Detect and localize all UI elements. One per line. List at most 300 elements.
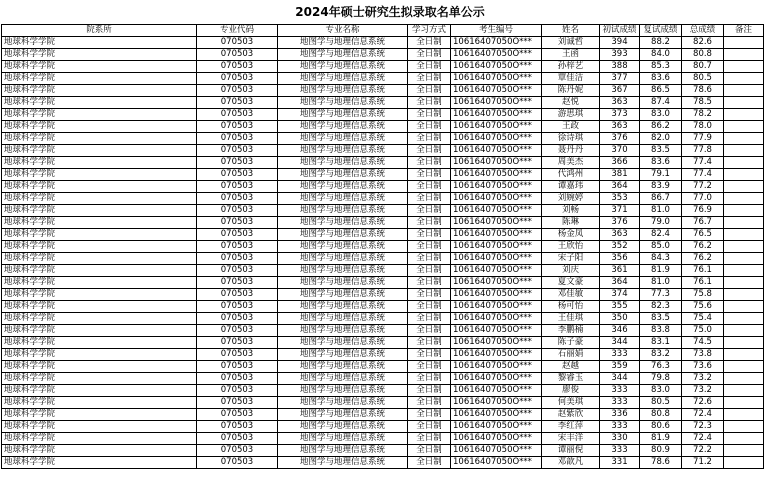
department-cell: 地球科学学院 [2, 337, 197, 349]
department-cell: 地球科学学院 [2, 349, 197, 361]
candidate-id-cell: 10616407050O*** [451, 241, 542, 253]
remarks-cell [724, 133, 764, 145]
major-code-cell: 070503 [197, 109, 278, 121]
remarks-cell [724, 361, 764, 373]
major-code-cell: 070503 [197, 289, 278, 301]
retest-score-cell: 85.0 [640, 241, 682, 253]
remarks-cell [724, 229, 764, 241]
table-row [2, 61, 764, 73]
major-code-cell: 070503 [197, 133, 278, 145]
table-row [2, 421, 764, 433]
candidate-id-cell: 10616407050O*** [451, 229, 542, 241]
retest-score-cell: 83.5 [640, 313, 682, 325]
major-name-cell: 地图学与地理信息系统 [278, 181, 408, 193]
major-code-cell: 070503 [197, 217, 278, 229]
department-cell: 地球科学学院 [2, 181, 197, 193]
study-mode-cell: 全日制 [408, 121, 451, 133]
study-mode-cell: 全日制 [408, 277, 451, 289]
major-code-cell: 070503 [197, 277, 278, 289]
remarks-cell [724, 433, 764, 445]
major-name-cell: 地图学与地理信息系统 [278, 157, 408, 169]
name-cell: 杨金凤 [542, 229, 600, 241]
department-cell: 地球科学学院 [2, 313, 197, 325]
retest-score-cell: 86.2 [640, 121, 682, 133]
initial-score-cell: 393 [600, 49, 640, 61]
candidate-id-cell: 10616407050O*** [451, 205, 542, 217]
study-mode-cell: 全日制 [408, 97, 451, 109]
table-row [2, 37, 764, 49]
department-cell: 地球科学学院 [2, 385, 197, 397]
name-cell: 何美琪 [542, 397, 600, 409]
remarks-cell [724, 205, 764, 217]
study-mode-cell: 全日制 [408, 181, 451, 193]
name-cell: 黎睿玉 [542, 373, 600, 385]
initial-score-cell: 350 [600, 313, 640, 325]
retest-score-cell: 84.0 [640, 49, 682, 61]
name-cell: 游思琪 [542, 109, 600, 121]
remarks-cell [724, 337, 764, 349]
initial-score-cell: 366 [600, 157, 640, 169]
total-score-cell: 73.6 [682, 361, 724, 373]
candidate-id-cell: 10616407050O*** [451, 121, 542, 133]
initial-score-cell: 353 [600, 193, 640, 205]
department-cell: 地球科学学院 [2, 373, 197, 385]
retest-score-cell: 83.6 [640, 73, 682, 85]
major-code-cell: 070503 [197, 145, 278, 157]
table-row [2, 193, 764, 205]
major-code-cell: 070503 [197, 85, 278, 97]
department-cell: 地球科学学院 [2, 217, 197, 229]
table-row [2, 289, 764, 301]
major-name-cell: 地图学与地理信息系统 [278, 397, 408, 409]
retest-score-cell: 80.6 [640, 421, 682, 433]
study-mode-cell: 全日制 [408, 421, 451, 433]
remarks-cell [724, 289, 764, 301]
initial-score-cell: 336 [600, 409, 640, 421]
retest-score-cell: 82.4 [640, 229, 682, 241]
remarks-cell [724, 421, 764, 433]
candidate-id-cell: 10616407050O*** [451, 85, 542, 97]
study-mode-cell: 全日制 [408, 289, 451, 301]
major-code-cell: 070503 [197, 169, 278, 181]
total-score-cell: 71.2 [682, 457, 724, 469]
col-header-major-name: 专业名称 [278, 25, 408, 37]
name-cell: 赵悦 [542, 97, 600, 109]
total-score-cell: 76.2 [682, 241, 724, 253]
admission-table [1, 24, 764, 469]
total-score-cell: 76.9 [682, 205, 724, 217]
name-cell: 刘庆 [542, 265, 600, 277]
table-row [2, 169, 764, 181]
remarks-cell [724, 157, 764, 169]
name-cell: 聂丹丹 [542, 145, 600, 157]
table-row [2, 97, 764, 109]
candidate-id-cell: 10616407050O*** [451, 277, 542, 289]
major-name-cell: 地图学与地理信息系统 [278, 373, 408, 385]
major-name-cell: 地图学与地理信息系统 [278, 301, 408, 313]
remarks-cell [724, 169, 764, 181]
study-mode-cell: 全日制 [408, 301, 451, 313]
name-cell: 廖俊 [542, 385, 600, 397]
name-cell: 宋子阳 [542, 253, 600, 265]
retest-score-cell: 82.0 [640, 133, 682, 145]
retest-score-cell: 80.9 [640, 445, 682, 457]
name-cell: 李鹏楠 [542, 325, 600, 337]
col-header-department: 院系所 [2, 25, 197, 37]
initial-score-cell: 346 [600, 325, 640, 337]
department-cell: 地球科学学院 [2, 265, 197, 277]
study-mode-cell: 全日制 [408, 253, 451, 265]
table-row [2, 229, 764, 241]
col-header-remarks: 备注 [724, 25, 764, 37]
total-score-cell: 80.5 [682, 73, 724, 85]
candidate-id-cell: 10616407050O*** [451, 157, 542, 169]
study-mode-cell: 全日制 [408, 133, 451, 145]
study-mode-cell: 全日制 [408, 361, 451, 373]
total-score-cell: 72.4 [682, 433, 724, 445]
table-row [2, 217, 764, 229]
total-score-cell: 78.6 [682, 85, 724, 97]
retest-score-cell: 80.8 [640, 409, 682, 421]
study-mode-cell: 全日制 [408, 37, 451, 49]
major-name-cell: 地图学与地理信息系统 [278, 133, 408, 145]
department-cell: 地球科学学院 [2, 361, 197, 373]
total-score-cell: 77.4 [682, 157, 724, 169]
initial-score-cell: 355 [600, 301, 640, 313]
retest-score-cell: 78.6 [640, 457, 682, 469]
total-score-cell: 78.0 [682, 121, 724, 133]
department-cell: 地球科学学院 [2, 37, 197, 49]
candidate-id-cell: 10616407050O*** [451, 169, 542, 181]
table-row [2, 241, 764, 253]
col-header-initial-score: 初试成绩 [600, 25, 640, 37]
major-code-cell: 070503 [197, 385, 278, 397]
major-name-cell: 地图学与地理信息系统 [278, 73, 408, 85]
name-cell: 宋丰洋 [542, 433, 600, 445]
retest-score-cell: 87.4 [640, 97, 682, 109]
major-code-cell: 070503 [197, 421, 278, 433]
major-code-cell: 070503 [197, 181, 278, 193]
major-code-cell: 070503 [197, 265, 278, 277]
major-name-cell: 地图学与地理信息系统 [278, 385, 408, 397]
page-title: 2024年硕士研究生拟录取名单公示 [295, 5, 485, 19]
initial-score-cell: 364 [600, 181, 640, 193]
table-row [2, 265, 764, 277]
initial-score-cell: 388 [600, 61, 640, 73]
total-score-cell: 75.6 [682, 301, 724, 313]
name-cell: 王函 [542, 49, 600, 61]
initial-score-cell: 333 [600, 349, 640, 361]
major-code-cell: 070503 [197, 193, 278, 205]
remarks-cell [724, 373, 764, 385]
total-score-cell: 78.2 [682, 109, 724, 121]
name-cell: 邓佳敏 [542, 289, 600, 301]
major-name-cell: 地图学与地理信息系统 [278, 49, 408, 61]
remarks-cell [724, 121, 764, 133]
retest-score-cell: 85.3 [640, 61, 682, 73]
candidate-id-cell: 10616407050O*** [451, 421, 542, 433]
retest-score-cell: 79.1 [640, 169, 682, 181]
candidate-id-cell: 10616407050O*** [451, 181, 542, 193]
table-row [2, 85, 764, 97]
department-cell: 地球科学学院 [2, 253, 197, 265]
initial-score-cell: 364 [600, 277, 640, 289]
table-row [2, 73, 764, 85]
study-mode-cell: 全日制 [408, 217, 451, 229]
candidate-id-cell: 10616407050O*** [451, 217, 542, 229]
col-header-major-code: 专业代码 [197, 25, 278, 37]
name-cell: 陈琳 [542, 217, 600, 229]
major-code-cell: 070503 [197, 313, 278, 325]
total-score-cell: 73.2 [682, 373, 724, 385]
remarks-cell [724, 409, 764, 421]
total-score-cell: 76.1 [682, 265, 724, 277]
retest-score-cell: 86.7 [640, 193, 682, 205]
name-cell: 赵紫欣 [542, 409, 600, 421]
candidate-id-cell: 10616407050O*** [451, 409, 542, 421]
retest-score-cell: 83.5 [640, 145, 682, 157]
candidate-id-cell: 10616407050O*** [451, 385, 542, 397]
total-score-cell: 77.8 [682, 145, 724, 157]
candidate-id-cell: 10616407050O*** [451, 301, 542, 313]
remarks-cell [724, 265, 764, 277]
major-name-cell: 地图学与地理信息系统 [278, 121, 408, 133]
initial-score-cell: 373 [600, 109, 640, 121]
major-name-cell: 地图学与地理信息系统 [278, 193, 408, 205]
major-name-cell: 地图学与地理信息系统 [278, 433, 408, 445]
candidate-id-cell: 10616407050O*** [451, 433, 542, 445]
study-mode-cell: 全日制 [408, 229, 451, 241]
study-mode-cell: 全日制 [408, 157, 451, 169]
candidate-id-cell: 10616407050O*** [451, 325, 542, 337]
department-cell: 地球科学学院 [2, 169, 197, 181]
retest-score-cell: 83.6 [640, 157, 682, 169]
remarks-cell [724, 253, 764, 265]
remarks-cell [724, 241, 764, 253]
initial-score-cell: 381 [600, 169, 640, 181]
remarks-cell [724, 313, 764, 325]
total-score-cell: 77.9 [682, 133, 724, 145]
total-score-cell: 75.0 [682, 325, 724, 337]
remarks-cell [724, 37, 764, 49]
study-mode-cell: 全日制 [408, 49, 451, 61]
initial-score-cell: 331 [600, 457, 640, 469]
study-mode-cell: 全日制 [408, 337, 451, 349]
candidate-id-cell: 10616407050O*** [451, 289, 542, 301]
initial-score-cell: 377 [600, 73, 640, 85]
total-score-cell: 78.5 [682, 97, 724, 109]
major-code-cell: 070503 [197, 373, 278, 385]
retest-score-cell: 77.3 [640, 289, 682, 301]
remarks-cell [724, 109, 764, 121]
total-score-cell: 77.4 [682, 169, 724, 181]
major-code-cell: 070503 [197, 61, 278, 73]
study-mode-cell: 全日制 [408, 445, 451, 457]
table-row [2, 301, 764, 313]
study-mode-cell: 全日制 [408, 145, 451, 157]
name-cell: 覃佳洁 [542, 73, 600, 85]
study-mode-cell: 全日制 [408, 397, 451, 409]
candidate-id-cell: 10616407050O*** [451, 145, 542, 157]
department-cell: 地球科学学院 [2, 421, 197, 433]
col-header-total-score: 总成绩 [682, 25, 724, 37]
name-cell: 邓歆凡 [542, 457, 600, 469]
department-cell: 地球科学学院 [2, 145, 197, 157]
total-score-cell: 73.2 [682, 385, 724, 397]
table-row [2, 109, 764, 121]
name-cell: 李红萍 [542, 421, 600, 433]
remarks-cell [724, 85, 764, 97]
table-row [2, 145, 764, 157]
remarks-cell [724, 301, 764, 313]
total-score-cell: 72.6 [682, 397, 724, 409]
major-name-cell: 地图学与地理信息系统 [278, 409, 408, 421]
major-name-cell: 地图学与地理信息系统 [278, 37, 408, 49]
candidate-id-cell: 10616407050O*** [451, 253, 542, 265]
initial-score-cell: 363 [600, 229, 640, 241]
remarks-cell [724, 445, 764, 457]
name-cell: 王欣怡 [542, 241, 600, 253]
header-row [2, 25, 764, 37]
retest-score-cell: 81.0 [640, 205, 682, 217]
candidate-id-cell: 10616407050O*** [451, 97, 542, 109]
department-cell: 地球科学学院 [2, 73, 197, 85]
major-name-cell: 地图学与地理信息系统 [278, 205, 408, 217]
study-mode-cell: 全日制 [408, 409, 451, 421]
major-code-cell: 070503 [197, 397, 278, 409]
name-cell: 王政 [542, 121, 600, 133]
remarks-cell [724, 145, 764, 157]
study-mode-cell: 全日制 [408, 325, 451, 337]
table-row [2, 361, 764, 373]
major-name-cell: 地图学与地理信息系统 [278, 217, 408, 229]
col-header-study-mode: 学习方式 [408, 25, 451, 37]
major-code-cell: 070503 [197, 301, 278, 313]
initial-score-cell: 374 [600, 289, 640, 301]
initial-score-cell: 370 [600, 145, 640, 157]
major-code-cell: 070503 [197, 97, 278, 109]
candidate-id-cell: 10616407050O*** [451, 265, 542, 277]
department-cell: 地球科学学院 [2, 289, 197, 301]
major-name-cell: 地图学与地理信息系统 [278, 349, 408, 361]
department-cell: 地球科学学院 [2, 121, 197, 133]
retest-score-cell: 83.0 [640, 109, 682, 121]
department-cell: 地球科学学院 [2, 301, 197, 313]
major-name-cell: 地图学与地理信息系统 [278, 61, 408, 73]
department-cell: 地球科学学院 [2, 97, 197, 109]
retest-score-cell: 80.5 [640, 397, 682, 409]
major-code-cell: 070503 [197, 241, 278, 253]
candidate-id-cell: 10616407050O*** [451, 397, 542, 409]
table-row [2, 253, 764, 265]
major-name-cell: 地图学与地理信息系统 [278, 253, 408, 265]
total-score-cell: 80.7 [682, 61, 724, 73]
initial-score-cell: 394 [600, 37, 640, 49]
initial-score-cell: 356 [600, 253, 640, 265]
department-cell: 地球科学学院 [2, 277, 197, 289]
initial-score-cell: 333 [600, 385, 640, 397]
remarks-cell [724, 325, 764, 337]
major-name-cell: 地图学与地理信息系统 [278, 313, 408, 325]
department-cell: 地球科学学院 [2, 457, 197, 469]
study-mode-cell: 全日制 [408, 265, 451, 277]
study-mode-cell: 全日制 [408, 169, 451, 181]
major-name-cell: 地图学与地理信息系统 [278, 85, 408, 97]
initial-score-cell: 333 [600, 421, 640, 433]
major-code-cell: 070503 [197, 433, 278, 445]
initial-score-cell: 330 [600, 433, 640, 445]
major-code-cell: 070503 [197, 37, 278, 49]
study-mode-cell: 全日制 [408, 385, 451, 397]
name-cell: 谭嘉玮 [542, 181, 600, 193]
major-code-cell: 070503 [197, 349, 278, 361]
remarks-cell [724, 61, 764, 73]
major-code-cell: 070503 [197, 253, 278, 265]
initial-score-cell: 333 [600, 397, 640, 409]
name-cell: 周美杰 [542, 157, 600, 169]
table-row [2, 457, 764, 469]
department-cell: 地球科学学院 [2, 433, 197, 445]
total-score-cell: 75.8 [682, 289, 724, 301]
department-cell: 地球科学学院 [2, 397, 197, 409]
retest-score-cell: 79.0 [640, 217, 682, 229]
total-score-cell: 72.4 [682, 409, 724, 421]
major-name-cell: 地图学与地理信息系统 [278, 145, 408, 157]
table-row [2, 397, 764, 409]
study-mode-cell: 全日制 [408, 61, 451, 73]
retest-score-cell: 88.2 [640, 37, 682, 49]
table-row [2, 133, 764, 145]
initial-score-cell: 352 [600, 241, 640, 253]
total-score-cell: 76.1 [682, 277, 724, 289]
study-mode-cell: 全日制 [408, 205, 451, 217]
table-row [2, 313, 764, 325]
major-code-cell: 070503 [197, 409, 278, 421]
retest-score-cell: 83.2 [640, 349, 682, 361]
study-mode-cell: 全日制 [408, 73, 451, 85]
remarks-cell [724, 181, 764, 193]
candidate-id-cell: 10616407050O*** [451, 193, 542, 205]
department-cell: 地球科学学院 [2, 61, 197, 73]
candidate-id-cell: 10616407050O*** [451, 61, 542, 73]
table-row [2, 49, 764, 61]
department-cell: 地球科学学院 [2, 205, 197, 217]
retest-score-cell: 83.0 [640, 385, 682, 397]
initial-score-cell: 359 [600, 361, 640, 373]
major-name-cell: 地图学与地理信息系统 [278, 325, 408, 337]
candidate-id-cell: 10616407050O*** [451, 37, 542, 49]
major-name-cell: 地图学与地理信息系统 [278, 457, 408, 469]
major-code-cell: 070503 [197, 229, 278, 241]
retest-score-cell: 86.5 [640, 85, 682, 97]
total-score-cell: 76.5 [682, 229, 724, 241]
total-score-cell: 80.8 [682, 49, 724, 61]
study-mode-cell: 全日制 [408, 373, 451, 385]
name-cell: 陈丹妮 [542, 85, 600, 97]
remarks-cell [724, 349, 764, 361]
retest-score-cell: 83.1 [640, 337, 682, 349]
major-code-cell: 070503 [197, 205, 278, 217]
initial-score-cell: 344 [600, 337, 640, 349]
table-row [2, 181, 764, 193]
retest-score-cell: 82.3 [640, 301, 682, 313]
remarks-cell [724, 277, 764, 289]
department-cell: 地球科学学院 [2, 133, 197, 145]
remarks-cell [724, 73, 764, 85]
candidate-id-cell: 10616407050O*** [451, 49, 542, 61]
study-mode-cell: 全日制 [408, 85, 451, 97]
table-row [2, 385, 764, 397]
